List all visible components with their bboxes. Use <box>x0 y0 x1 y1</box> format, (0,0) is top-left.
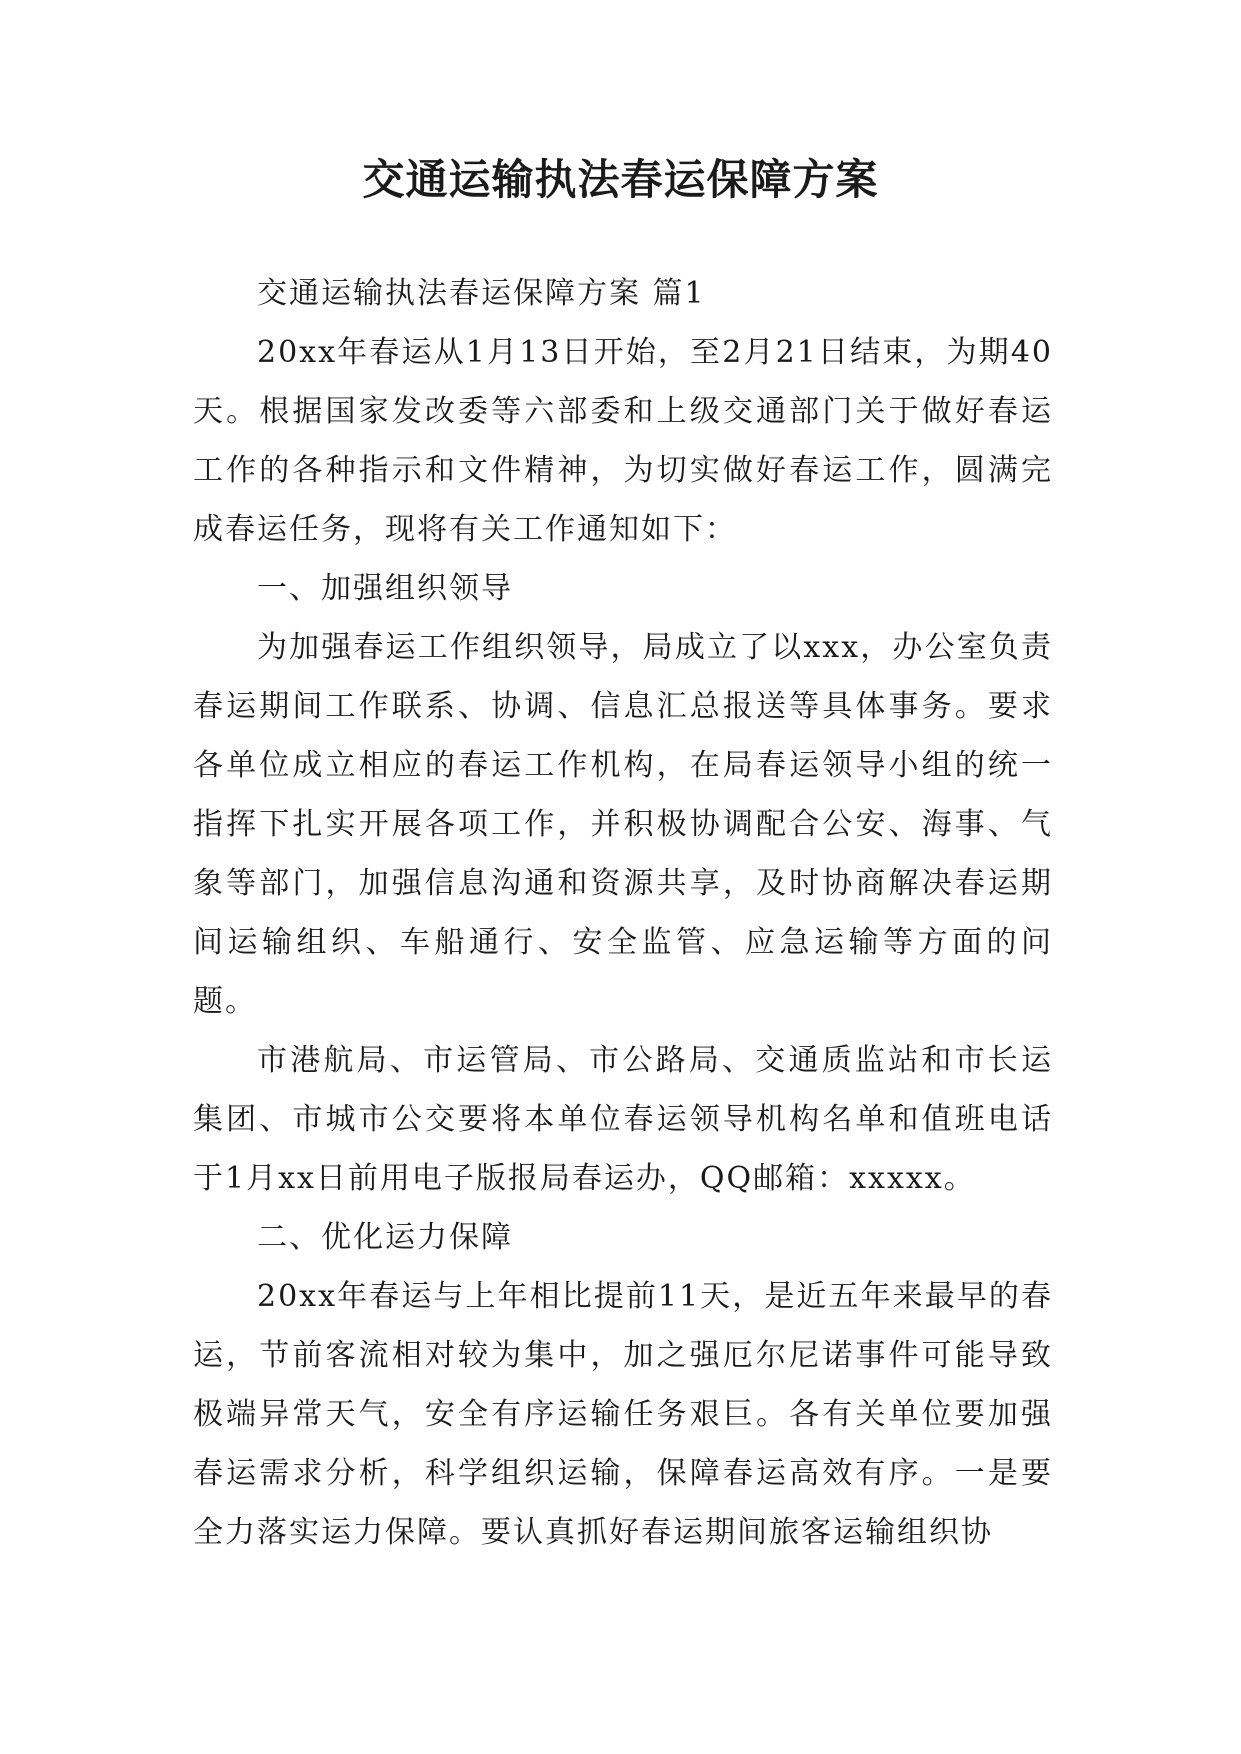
paragraph-contacts: 市港航局、市运管局、市公路局、交通质监站和市长运集团、市城市公交要将本单位春运领导机构名单和值班电话于1月xx日前用电子版报局春运办，QQ邮箱：xxxxx。 <box>193 1043 1053 1196</box>
document-title: 交通运输执法春运保障方案 <box>362 155 879 204</box>
heading-part-1: 交通运输执法春运保障方案 篇1 <box>257 276 706 311</box>
paragraph-capacity: 20xx年春运与上年相比提前11天，是近五年来最早的春运，节前客流相对较为集中，加之强厄尔尼诺事件可能导致极端异常天气，安全有序运输任务艰巨。各有关单位要加强春运需求分析，科学组织运输，保障春运高效有序。一是要全力落实运力保障。要认真抓好春运期间旅客运输组织协 <box>193 1279 1053 1550</box>
section-heading-1: 一、加强组织领导 <box>257 571 513 606</box>
paragraph-intro: 20xx年春运从1月13日开始，至2月21日结束，为期40天。根据国家发改委等六部委和上级交通部门关于做好春运工作的各种指示和文件精神，为切实做好春运工作，圆满完成春运任务，现将有关工作通知如下： <box>193 335 1053 547</box>
paragraph-organization: 为加强春运工作组织领导，局成立了以xxx，办公室负责春运期间工作联系、协调、信息汇总报送等具体事务。要求各单位成立相应的春运工作机构，在局春运领导小组的统一指挥下扎实开展各项工作，并积极协调配合公安、海事、气象等部门，加强信息沟通和资源共享，及时协商解决春运期间运输组织、车船通行、安全监管、应急运输等方面的问题。 <box>193 630 1053 1019</box>
document-body <box>193 264 1053 1562</box>
section-heading-2: 二、优化运力保障 <box>257 1220 513 1255</box>
